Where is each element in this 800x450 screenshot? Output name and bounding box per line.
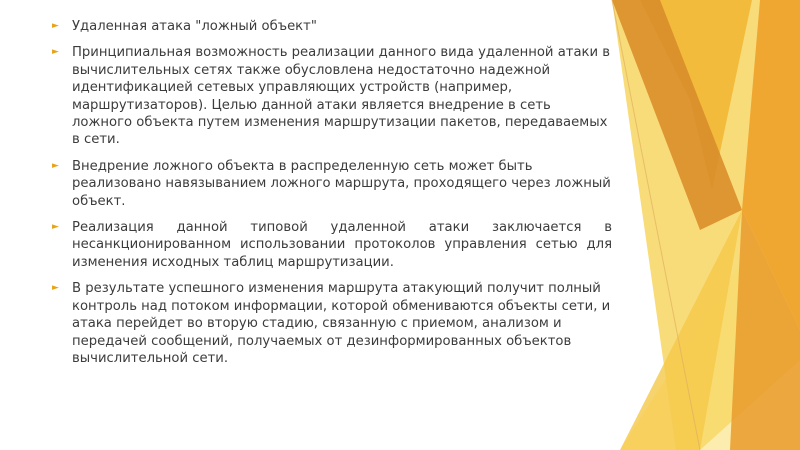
- bullet-arrow-icon: ►: [52, 21, 59, 31]
- bullet-item-title: [52, 18, 612, 35]
- bullet-arrow-icon: ►: [52, 160, 59, 171]
- bullet-arrow-icon: ►: [52, 47, 59, 58]
- bullet-list: [52, 18, 612, 376]
- bullet-item-injection: [52, 158, 612, 210]
- bullet-text: В результате успешного изменения маршрута атакующий получит полный контроль над потоком информации, которой обмениваются объекты сети, и атака перейдет во вторую стадию, связанную с приемом, анализом и передачей сообщений, получаемых от дезинформированных объектов вычислительной сети.: [72, 281, 611, 366]
- bullet-arrow-icon: ►: [52, 222, 59, 233]
- bullet-item-implementation: [52, 219, 612, 271]
- bullet-item-possibility: [52, 44, 612, 148]
- bullet-text: Реализация данной типовой удаленной атаки заключается в несанкционированном использовании протоколов управления сетью для изменения исходных таблиц маршрутизации.: [72, 220, 612, 270]
- bullet-text: Внедрение ложного объекта в распределенную сеть может быть реализовано навязыванием ложного маршрута, проходящего через ложный объект.: [72, 158, 611, 209]
- bullet-arrow-icon: ►: [52, 283, 59, 294]
- bullet-text: Удаленная атака "ложный объект": [72, 19, 317, 34]
- bullet-item-result: [52, 280, 612, 367]
- bullet-text: Принципиальная возможность реализации данного вида удаленной атаки в вычислительных сетях также обусловлена недостаточно надежной идентификацией сетевых управляющих устройств (например, маршрутизаторов). Целью данной атаки является внедрение в сеть ложного объекта путем изменения маршрутизации пакетов, передаваемых в сети.: [72, 45, 611, 148]
